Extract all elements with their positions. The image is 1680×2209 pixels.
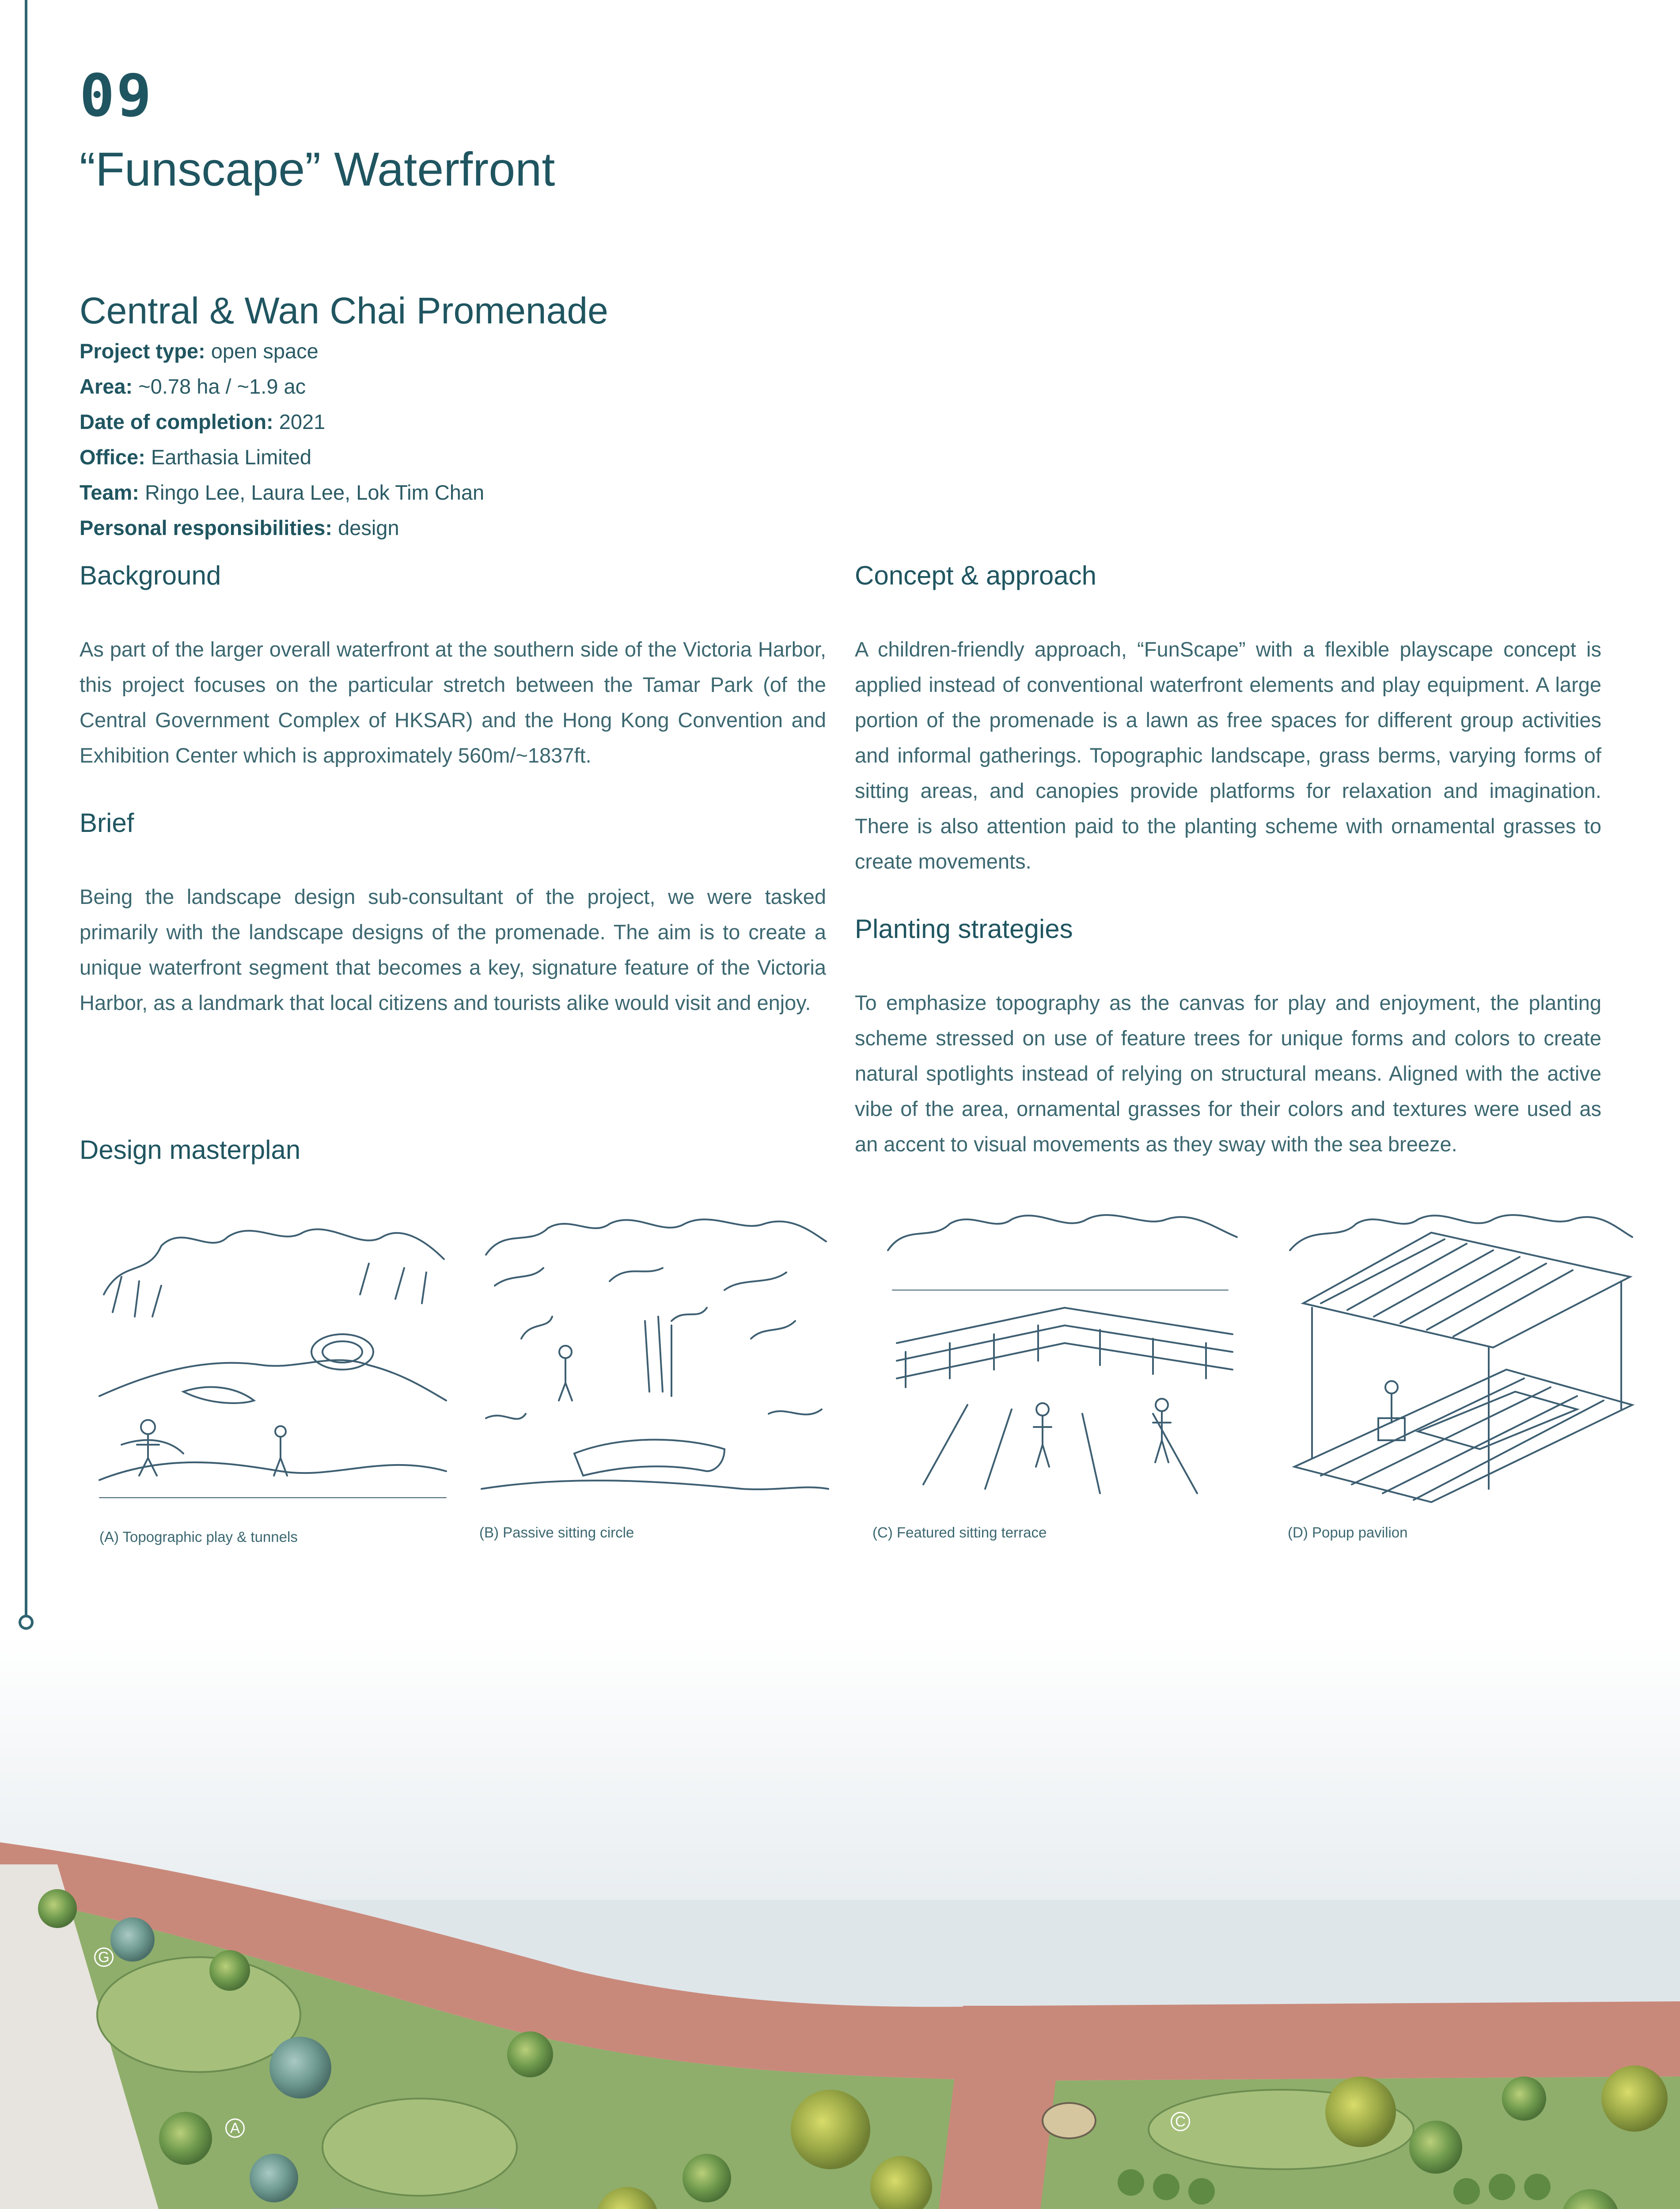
brief-text: Being the landscape design sub-consultant of the project, we were tasked primarily with the landscape designs of the promenade. The aim is to create a unique waterfront segment that becomes a key, signature feature of the Victoria Harbor, as a landmark that local citizens and tourists alike would visit and enjoy. [80,885,826,1014]
brief-heading: Brief [80,808,134,838]
plan-marker-c: C [1171,2112,1190,2131]
planting-heading: Planting strategies [855,914,1073,944]
meta-area: Area: ~0.78 ha / ~1.9 ac [80,375,306,398]
plan-marker-g: G [94,1947,114,1967]
caption-d: (D) Popup pavilion [1288,1524,1408,1541]
meta-office: Office: Earthasia Limited [80,445,312,469]
meta-date: Date of completion: 2021 [80,410,326,433]
plan-marker-a: A [225,2118,245,2138]
sketch-pavilion-icon [1286,1202,1634,1507]
site-masterplan-image [0,1635,1680,2209]
background-text: As part of the larger overall waterfront at the southern side of the Victoria Harbor, this project focuses on the particular stretch between the Tamar Park (of the Central Government Complex of HKSAR) and the Hong Kong Convention and Exhibition Center which is approximately 560m/~1837ft. [80,638,826,767]
background-heading: Background [80,561,221,590]
caption-a: (A) Topographic play & tunnels [99,1529,298,1545]
sketch-terrace-icon [879,1202,1241,1507]
concept-text: A children-friendly approach, “FunScape” with a flexible playscape concept is applied instead of conventional waterfront elements and play equipment. A large portion of the promenade is a lawn as free spaces for different group activities and informal gatherings. Topographic landscape, grass berms, varying forms of sitting areas, and canopies provide platforms for relaxation and imagination. There is also attention paid to the planting scheme with ornamental grasses to create movements. [855,638,1601,873]
meta-project-type: Project type: open space [80,339,319,363]
concept-heading: Concept & approach [855,561,1097,590]
sketch-sitting-circle-icon [477,1206,831,1507]
project-name: Central & Wan Chai Promenade [80,290,608,331]
masterplan-heading: Design masterplan [80,1135,301,1165]
section-number: 09 [80,62,153,130]
timeline-end-marker [19,1615,34,1630]
sketch-play-tunnels-icon [95,1206,448,1507]
timeline-rule [25,0,27,1617]
section-title: “Funscape” Waterfront [80,142,555,196]
caption-c: (C) Featured sitting terrace [872,1524,1047,1541]
project-meta [80,334,484,546]
meta-responsibilities: Personal responsibilities: design [80,516,399,539]
meta-team: Team: Ringo Lee, Laura Lee, Lok Tim Chan [80,481,485,504]
planting-text: To emphasize topography as the canvas for play and enjoyment, the planting scheme stressed on use of feature trees for unique forms and colors to create natural spotlights instead of relying on structural means. Aligned with the active vibe of the area, ornamental grasses for their colors and textures were used as an accent to visual movements as they sway with the sea breeze. [855,991,1601,1156]
caption-b: (B) Passive sitting circle [479,1524,634,1541]
